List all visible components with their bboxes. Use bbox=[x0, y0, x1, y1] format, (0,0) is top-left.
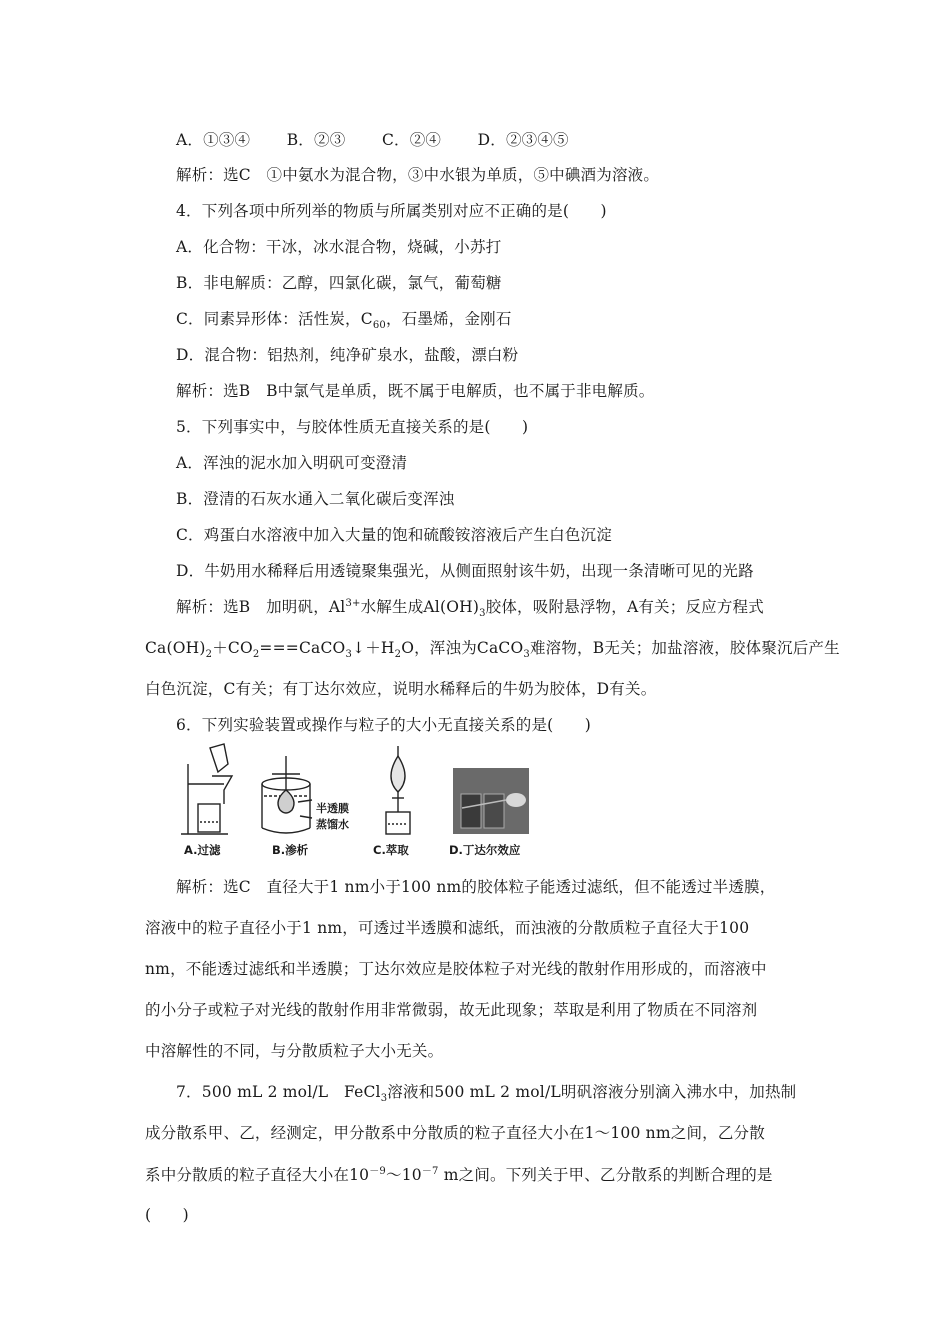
q5-option-b: B．澄清的石灰水通入二氧化碳后变浑浊 bbox=[176, 490, 455, 508]
q5-an1-c: 胶体，吸附悬浮物，A有关；反应方程式 bbox=[485, 598, 764, 616]
q6-analysis-line-1: 解析：选C 直径大于1 nm小于100 nm的胶体粒子能透过滤纸，但不能透过半透膜， bbox=[176, 878, 776, 896]
dialysis-apparatus bbox=[262, 756, 312, 833]
q5-an2-s4: 2 bbox=[394, 649, 402, 661]
q5-an2-b: ＋CO bbox=[212, 639, 253, 657]
q5-an2-s2: 2 bbox=[252, 649, 260, 661]
q7-l1-a: 7．500 mL 2 mol/L FeCl bbox=[176, 1083, 381, 1101]
label-dialysis: B.渗析 bbox=[272, 843, 309, 857]
q5-stem: 5．下列事实中，与胶体性质无直接关系的是( ) bbox=[176, 418, 529, 436]
q7-l3-sup2: －7 bbox=[421, 1166, 439, 1177]
q7-l1-sub: 3 bbox=[380, 1093, 388, 1105]
q7-line-1 bbox=[176, 1080, 796, 1104]
q6-apparatus-figure bbox=[176, 742, 536, 862]
q4-analysis: 解析：选B B中氯气是单质，既不属于电解质，也不属于非电解质。 bbox=[176, 382, 655, 400]
q5-an1-b: 水解生成Al(OH) bbox=[360, 598, 480, 616]
apparatus-drawings bbox=[176, 742, 536, 842]
q4-c-text-2: ，石墨烯，金刚石 bbox=[385, 310, 512, 328]
q7-l3-b: ～10 bbox=[386, 1166, 422, 1185]
q5-analysis-line-1 bbox=[176, 595, 764, 619]
q5-an1-sub: 3 bbox=[479, 608, 486, 620]
q6-analysis-line-5: 中溶解性的不同，与分散质粒子大小无关。 bbox=[145, 1042, 444, 1060]
tyndall-effect-photo bbox=[453, 768, 529, 834]
label-extraction: C.萃取 bbox=[373, 843, 409, 857]
label-distilled-water: 蒸馏水 bbox=[316, 818, 349, 831]
q5-an2-e: O，浑浊为CaCO bbox=[401, 639, 524, 657]
separatory-funnel-apparatus bbox=[386, 746, 410, 834]
q5-option-c: C．鸡蛋白水溶液中加入大量的饱和硫酸铵溶液后产生白色沉淀 bbox=[176, 526, 612, 544]
q5-option-a: A．浑浊的泥水加入明矾可变澄清 bbox=[176, 454, 408, 472]
q5-option-d: D．牛奶用水稀释后用透镜聚集强光，从侧面照射该牛奶，出现一条清晰可见的光路 bbox=[176, 562, 754, 580]
q7-line-4: ( ) bbox=[145, 1206, 189, 1224]
q5-an2-s5: 3 bbox=[523, 649, 530, 661]
q7-l3-a: 系中分散质的粒子直径大小在10 bbox=[145, 1166, 370, 1185]
q6-analysis-line-4: 的小分子或粒子对光线的散射作用非常微弱，故无此现象；萃取是利用了物质在不同溶剂 bbox=[145, 1001, 758, 1019]
q5-an2-c: ===CaCO bbox=[259, 639, 346, 657]
q5-an1-sup: 3+ bbox=[345, 597, 361, 609]
q4-option-b: B．非电解质：乙醇，四氯化碳，氯气，葡萄糖 bbox=[176, 274, 502, 292]
q4-option-a: A．化合物：干冰，冰水混合物，烧碱，小苏打 bbox=[176, 238, 502, 256]
filtration-apparatus bbox=[181, 744, 232, 834]
q3-options: A．①③④ B．②③ C．②④ D．②③④⑤ bbox=[176, 131, 569, 149]
q5-an2-a: Ca(OH) bbox=[145, 639, 206, 657]
label-tyndall: D.丁达尔效应 bbox=[449, 843, 521, 857]
q7-l3-sup1: －9 bbox=[369, 1166, 386, 1177]
q7-line-2: 成分散系甲、乙，经测定，甲分散系中分散质的粒子直径大小在1～100 nm之间，乙分散 bbox=[145, 1124, 765, 1142]
q5-analysis-line-2 bbox=[145, 636, 840, 660]
q5-an2-s3: 3 bbox=[345, 649, 353, 661]
q4-option-c bbox=[176, 307, 512, 331]
q5-an2-d: ↓＋H bbox=[352, 639, 395, 657]
q6-analysis-line-2: 溶液中的粒子直径小于1 nm，可透过半透膜和滤纸，而浊液的分散质粒子直径大于100 bbox=[145, 919, 750, 937]
q7-line-3 bbox=[145, 1162, 773, 1185]
q7-l1-b: 溶液和500 mL 2 mol/L明矾溶液分别滴入沸水中，加热制 bbox=[387, 1083, 797, 1101]
q5-an2-f: 难溶物，B无关；加盐溶液，胶体聚沉后产生 bbox=[529, 639, 840, 657]
label-semipermeable-membrane: 半透膜 bbox=[316, 802, 349, 815]
label-filtration: A.过滤 bbox=[184, 843, 221, 857]
q4-c-text: C．同素异形体：活性炭，C bbox=[176, 310, 373, 328]
q4-c-sub: 60 bbox=[372, 320, 386, 332]
q7-l3-c: m之间。下列关于甲、乙分散系的判断合理的是 bbox=[438, 1166, 773, 1185]
q6-analysis-line-3: nm，不能透过滤纸和半透膜；丁达尔效应是胶体粒子对光线的散射作用形成的，而溶液中 bbox=[145, 960, 767, 978]
q5-an2-s1: 2 bbox=[205, 649, 213, 661]
q5-an1-a: 解析：选B 加明矾，Al bbox=[176, 598, 346, 616]
q5-analysis-line-3: 白色沉淀，C有关；有丁达尔效应，说明水稀释后的牛奶为胶体，D有关。 bbox=[145, 680, 657, 698]
q4-stem: 4．下列各项中所列举的物质与所属类别对应不正确的是( ) bbox=[176, 202, 607, 220]
q3-analysis: 解析：选C ①中氨水为混合物，③中水银为单质，⑤中碘酒为溶液。 bbox=[176, 166, 660, 184]
q6-stem: 6．下列实验装置或操作与粒子的大小无直接关系的是( ) bbox=[176, 716, 592, 734]
q4-option-d: D．混合物：铝热剂，纯净矿泉水，盐酸，漂白粉 bbox=[176, 346, 519, 364]
